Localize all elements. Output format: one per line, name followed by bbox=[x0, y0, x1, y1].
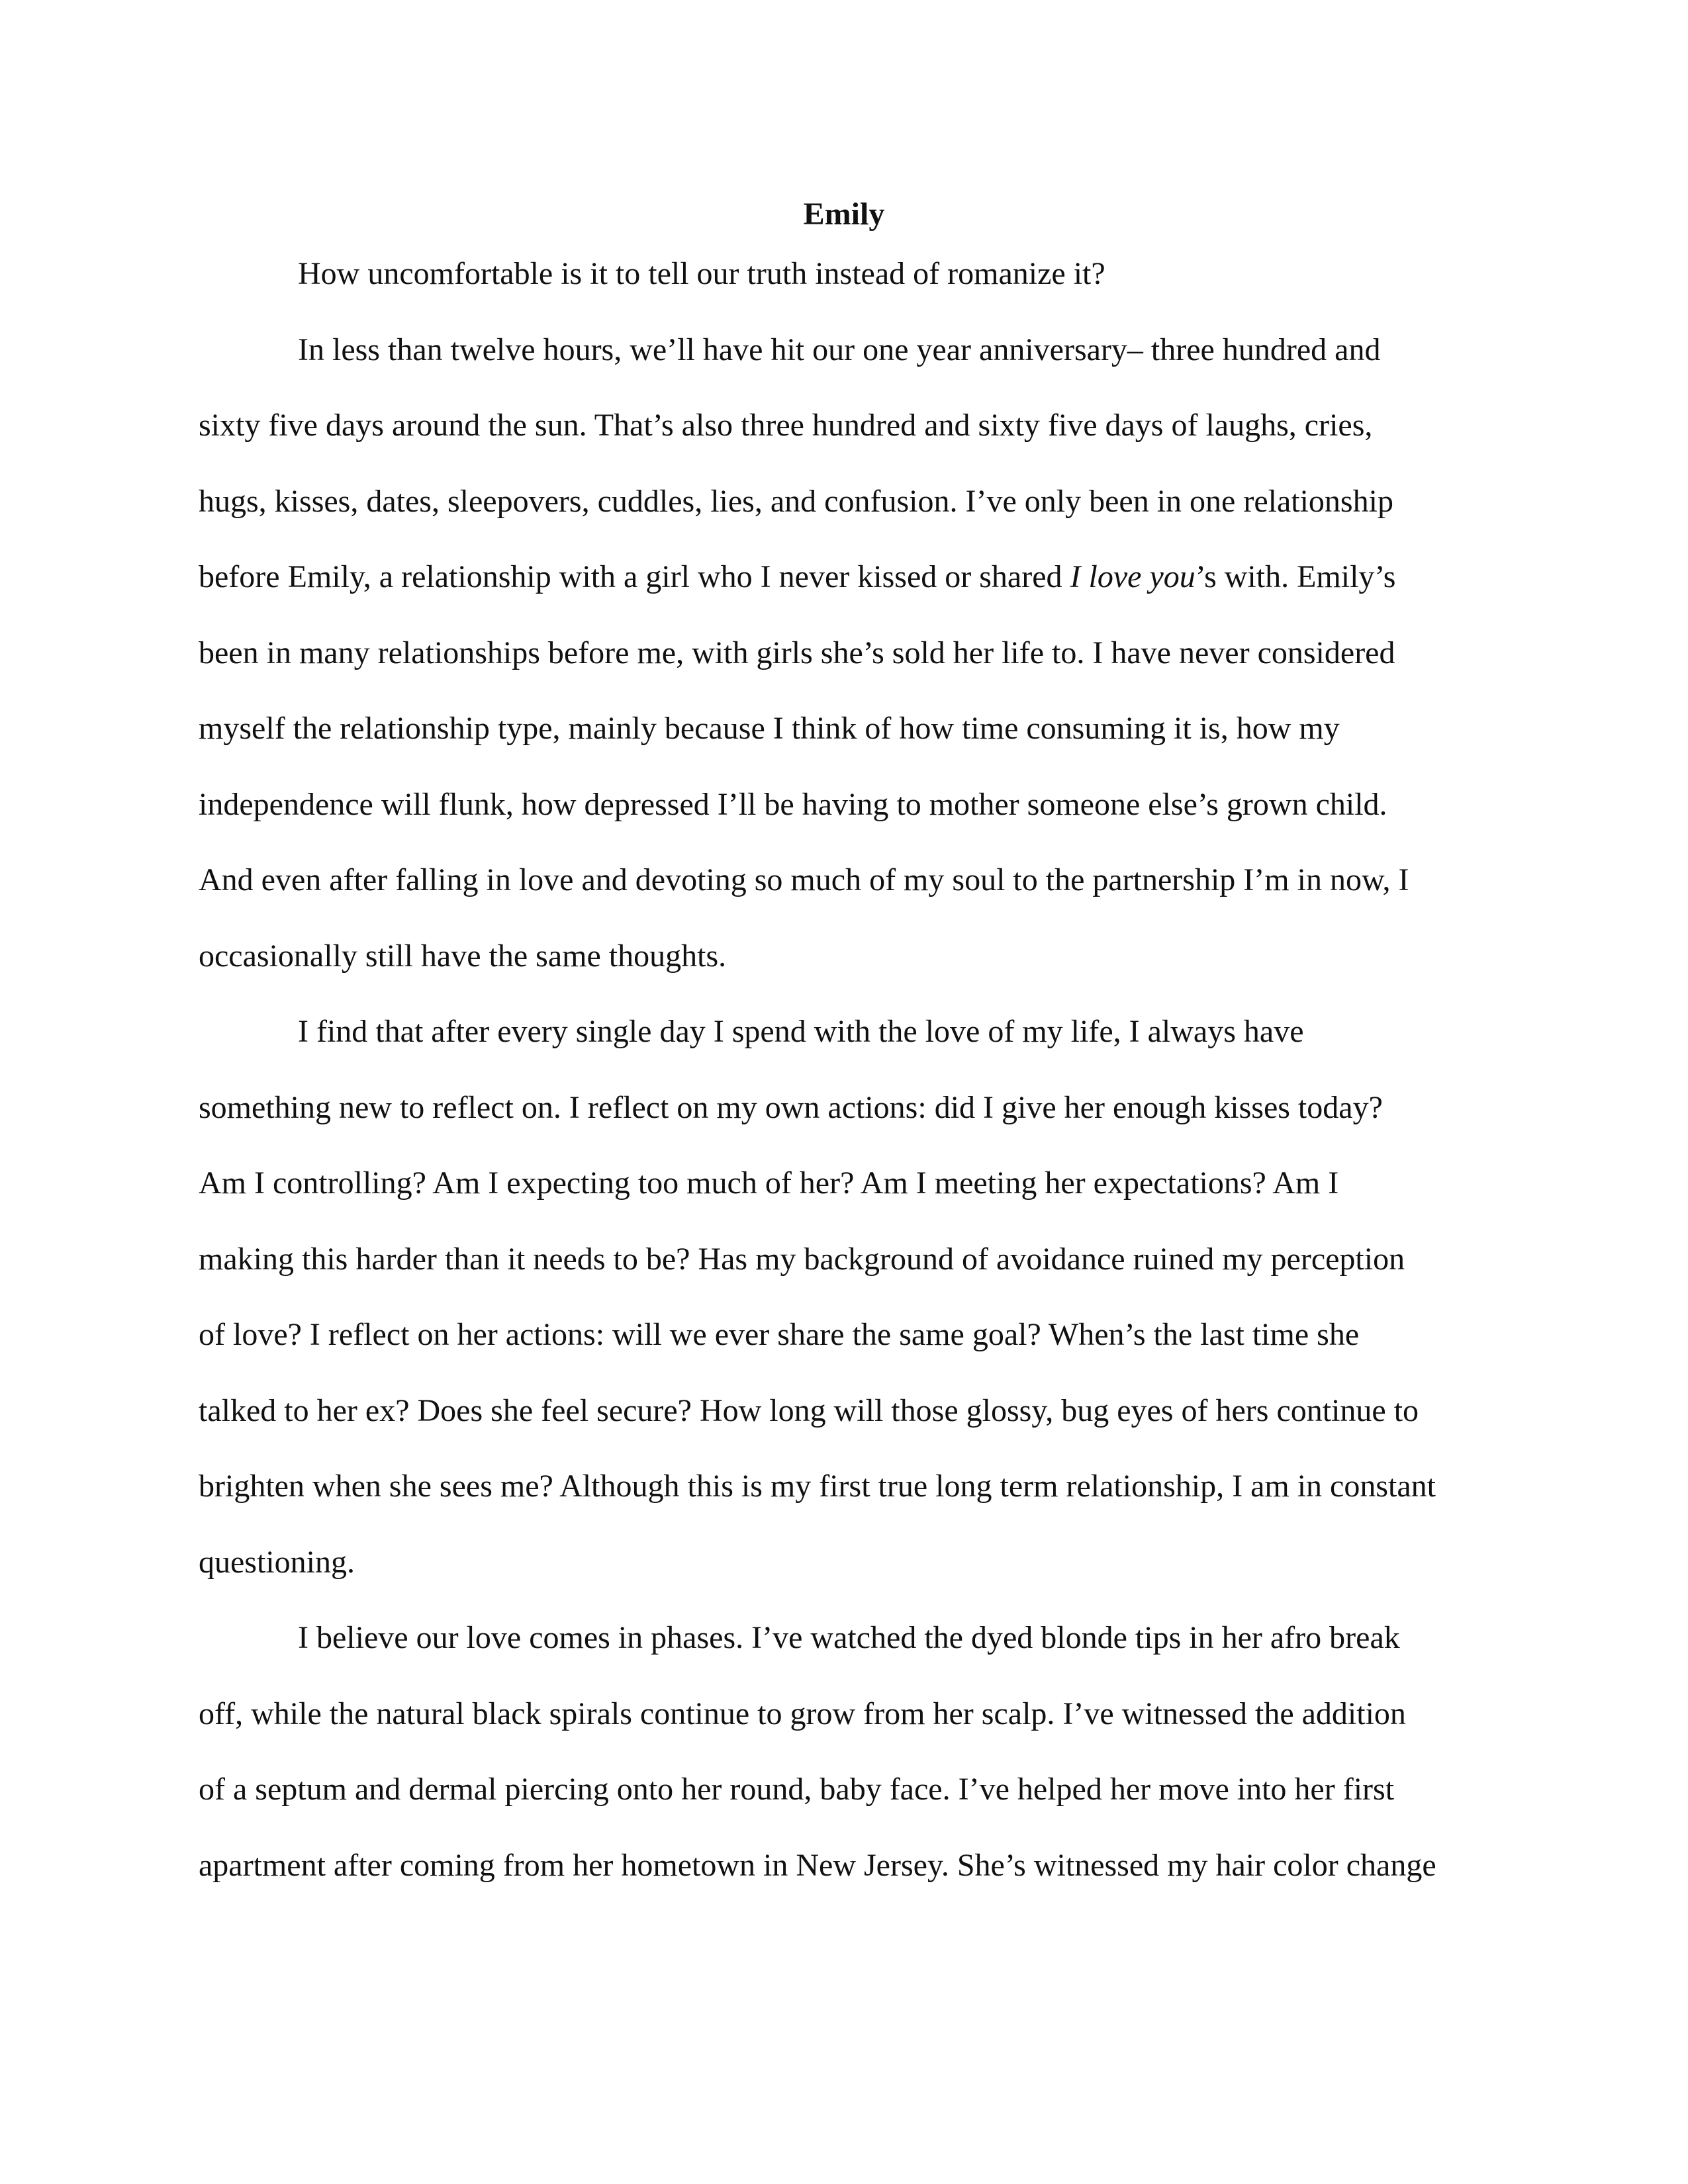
body-line: In less than twelve hours, we’ll have hit our one year anniversary– three hundred and bbox=[298, 332, 1381, 367]
body-line: myself the relationship type, mainly because I think of how time consuming it is, how my bbox=[199, 711, 1340, 746]
italic-phrase: I love you bbox=[1070, 559, 1196, 594]
document-title: Emily bbox=[803, 197, 885, 232]
body-line: apartment after coming from her hometown in New Jersey. She’s witnessed my hair color change bbox=[199, 1848, 1436, 1883]
body-line: sixty five days around the sun. That’s also three hundred and sixty five days of laughs, cries, bbox=[199, 408, 1373, 443]
body-line: I believe our love comes in phases. I’ve watched the dyed blonde tips in her afro break bbox=[298, 1620, 1400, 1655]
body-line: making this harder than it needs to be? Has my background of avoidance ruined my perception bbox=[199, 1242, 1405, 1277]
body-line: How uncomfortable is it to tell our truth instead of romanize it? bbox=[298, 256, 1105, 291]
body-line: occasionally still have the same thoughts. bbox=[199, 938, 727, 974]
body-line: questioning. bbox=[199, 1545, 355, 1580]
body-line: hugs, kisses, dates, sleepovers, cuddles, lies, and confusion. I’ve only been in one relationship bbox=[199, 484, 1393, 519]
body-line: brighten when she sees me? Although this is my first true long term relationship, I am in constant bbox=[199, 1469, 1436, 1504]
body-line bbox=[199, 561, 1395, 593]
body-line: off, while the natural black spirals continue to grow from her scalp. I’ve witnessed the addition bbox=[199, 1696, 1406, 1731]
body-line: of a septum and dermal piercing onto her round, baby face. I’ve helped her move into her first bbox=[199, 1772, 1395, 1807]
body-line: I find that after every single day I spend with the love of my life, I always have bbox=[298, 1014, 1304, 1049]
body-line: Am I controlling? Am I expecting too much of her? Am I meeting her expectations? Am I bbox=[199, 1165, 1339, 1201]
body-line: independence will flunk, how depressed I’ll be having to mother someone else’s grown child. bbox=[199, 787, 1387, 822]
body-line: And even after falling in love and devoting so much of my soul to the partnership I’m in now, I bbox=[199, 862, 1409, 897]
body-line: something new to reflect on. I reflect on my own actions: did I give her enough kisses today? bbox=[199, 1090, 1383, 1125]
body-line: been in many relationships before me, with girls she’s sold her life to. I have never considered bbox=[199, 635, 1395, 670]
body-line-text: ’s with. Emily’s bbox=[1195, 559, 1396, 594]
body-line: of love? I reflect on her actions: will we ever share the same goal? When’s the last time she bbox=[199, 1317, 1360, 1352]
body-line-text: before Emily, a relationship with a girl who I never kissed or shared bbox=[199, 559, 1070, 594]
body-line: talked to her ex? Does she feel secure? How long will those glossy, bug eyes of hers continue to bbox=[199, 1393, 1419, 1428]
